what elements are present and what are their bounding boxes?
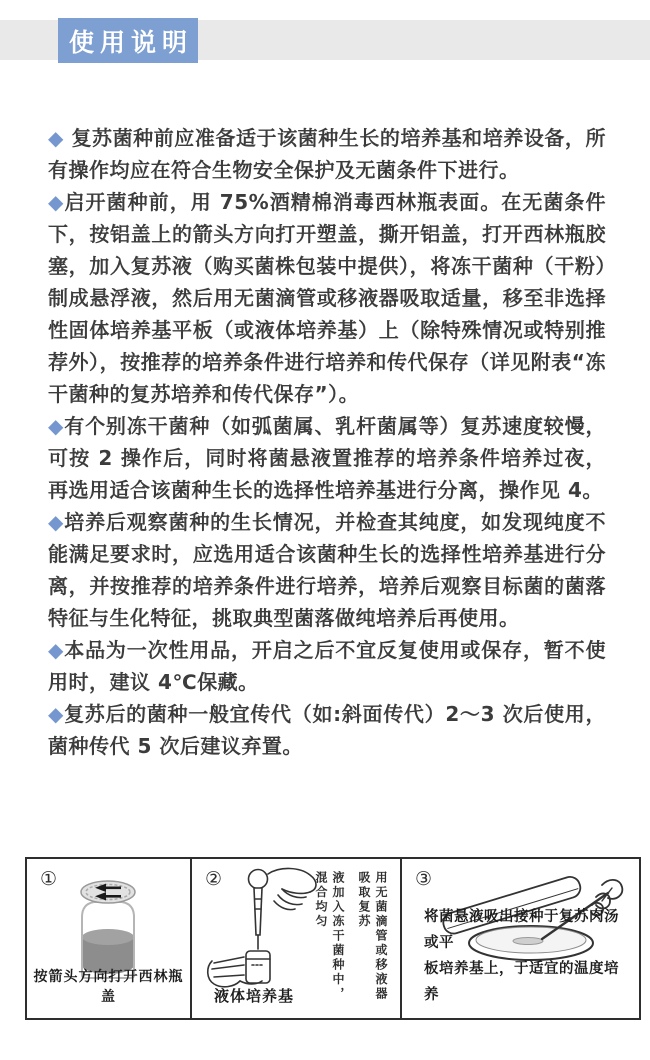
header-bar xyxy=(0,20,650,60)
instruction-item xyxy=(48,506,606,634)
instructions-text xyxy=(48,122,606,762)
diamond-bullet-icon: ◆ xyxy=(48,190,65,214)
step-3-caption-line: 板培养基上，于适宜的温度培养 xyxy=(424,961,619,1003)
step-3-caption-line: 将菌悬液吸出接种于复苏肉汤或平 xyxy=(424,909,619,951)
instruction-item-text: 有个别冻干菌种（如弧菌属、乳杆菌属等）复苏速度较慢，可按 2 操作后，同时将菌悬液置推荐的培养条件培养过夜，再选用适合该菌种生长的选择性培养基进行分离，操作见 4。 xyxy=(48,414,606,502)
diamond-bullet-icon: ◆ xyxy=(48,702,65,726)
instruction-item-text: 培养后观察菌种的生长情况，并检查其纯度，如发现纯度不能满足要求时，应选用适合该菌种生长的选择性培养基进行分离，并按推荐的培养条件进行培养，培养后观察目标菌的菌落特征与生化特征，挑取典型菌落做纯培养后再使用。 xyxy=(48,510,606,630)
figure-step-2 xyxy=(192,859,402,1018)
instruction-item xyxy=(48,122,606,186)
diamond-bullet-icon: ◆ xyxy=(48,126,64,150)
step-2-caption: 液体培养基 xyxy=(214,987,295,1005)
step-3-caption xyxy=(424,904,629,1008)
diamond-bullet-icon: ◆ xyxy=(48,638,65,662)
step-1-caption: 按箭头方向打开西林瓶盖 xyxy=(33,969,184,1005)
step-2-number: ② xyxy=(205,868,223,890)
diamond-bullet-icon: ◆ xyxy=(48,510,65,534)
vertical-note-column: 液加入冻干菌种中，混合均匀 xyxy=(314,871,345,1002)
figure-strip xyxy=(25,857,641,1020)
step-3-number: ③ xyxy=(415,868,433,890)
instruction-item-text: 本品为一次性用品，开启之后不宜反复使用或保存，暂不使用时，建议 4℃保藏。 xyxy=(48,638,606,694)
instruction-item xyxy=(48,186,606,410)
instruction-item xyxy=(48,634,606,698)
instruction-item-text: 复苏后的菌种一般宜传代（如:斜面传代）2～3 次后使用，菌种传代 5 次后建议弃置。 xyxy=(48,702,606,758)
instruction-item xyxy=(48,698,606,762)
step-1-number: ① xyxy=(40,868,58,890)
figure-step-1 xyxy=(27,859,192,1018)
instruction-item-text: 启开菌种前，用 75%酒精棉消毒西林瓶表面。在无菌条件下，按铝盖上的箭头方向打开塑盖，撕开铝盖，打开西林瓶胶塞，加入复苏液（购买菌株包装中提供），将冻干菌种（干粉）制成悬浮液，然后用无菌滴管或移液器吸取适量，移至非选择性固体培养基平板（或液体培养基）上（除特殊情况或特别推荐外），按推荐的培养条件进行培养和传代保存（详见附表“冻干菌种的复苏培养和传代保存”）。 xyxy=(48,190,606,406)
figure-step-3 xyxy=(402,859,639,1018)
vertical-note-column: 用无菌滴管或移液器吸取复苏 xyxy=(357,871,388,1002)
pipette-hands-illustration xyxy=(198,865,323,989)
step-2-vertical-note xyxy=(313,871,390,1005)
instruction-item-text: 复苏菌种前应准备适于该菌种生长的培养基和培养设备，所有操作均应在符合生物安全保护及无菌条件下进行。 xyxy=(48,126,606,182)
instruction-item xyxy=(48,410,606,506)
diamond-bullet-icon: ◆ xyxy=(48,414,65,438)
page-title: 使用说明 xyxy=(58,18,198,63)
